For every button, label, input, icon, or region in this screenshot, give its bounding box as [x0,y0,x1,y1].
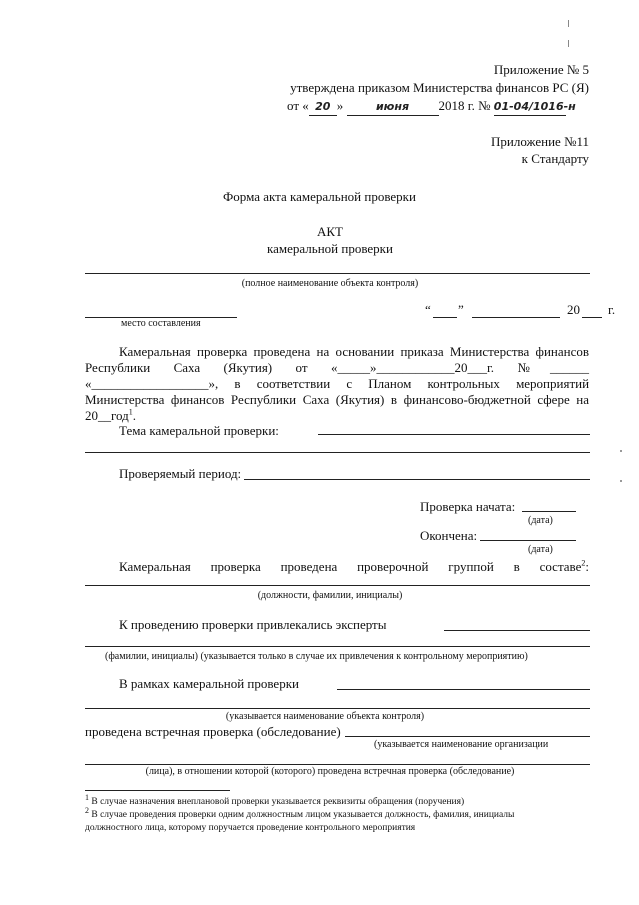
paragraph-line-2: Республики Саха (Якутия) от «_____»____________20___г. №______ [85,360,589,375]
handwritten-month: июня [347,99,439,116]
place-caption: место составления [121,318,201,329]
object-name-line [85,273,590,274]
org-line [85,764,590,765]
appendix-5-approved: утверждена приказом Министерства финансов РС (Я) [290,80,589,95]
act-subtitle: камеральной проверки [267,241,393,256]
footnote-ref-1: 1 [128,407,133,417]
experts-line-2 [85,646,590,647]
appendix-5-title: Приложение № 5 [493,62,589,77]
paragraph-line-1: Камеральная проверка проведена на основании приказа Министерства финансов [119,344,590,359]
appendix-11-sub: к Стандарту [521,151,589,166]
date-year: 20 [567,302,580,317]
ended-label: Окончена: [420,528,478,543]
scan-dot [620,480,622,482]
paragraph-line-3: «__________________», в соответствии с Планом контрольных мероприятий [85,376,590,391]
date-open-quote: “ [425,302,431,317]
counter-line [345,736,590,737]
group-line: Камеральная проверка проведена проверочной группой в составе$^2$: [119,558,590,574]
experts-label: К проведению проверки привлекались эксперты [119,617,387,632]
paragraph-line-4: Министерства финансов Республики Саха (Якутия) в финансово-бюджетной сфере на [85,392,590,407]
group-members-line [85,585,590,586]
object-caption: (полное наименование объекта контроля) [241,278,419,289]
experts-line [444,630,590,631]
topic-line-2 [85,452,590,453]
within-label: В рамках камеральной проверки [119,676,299,691]
footnote-1: $^1$ В случае назначения внеплановой проверки указывается реквизиты обращения (поручения) [85,792,465,807]
footnote-2: $^2$ В случае проведения проверки одним должностным лицом указывается должность, фамилия, инициалы [85,805,515,820]
topic-label: Тема камеральной проверки: [119,423,279,438]
topic-line [318,434,590,435]
started-date-caption: (дата) [528,515,553,526]
group-word-proverka: проверка [210,559,261,574]
date-close-quote: ” [458,302,464,317]
scan-mark [568,40,569,47]
handwritten-number: 01-04/1016-н [494,99,566,116]
ended-line [480,540,576,541]
date-year-line [582,317,602,318]
counter-label: проведена встречная проверка (обследование) [85,724,341,739]
started-label: Проверка начата: [420,499,516,514]
date-g: г. [608,302,616,317]
form-title: Форма акта камеральной проверки [223,189,416,204]
scan-dot [620,450,622,452]
within-line [337,689,590,690]
footnote-ref-2: 2 [581,558,586,568]
persons-caption: (лица), в отношении которой (которого) проведена встречная проверка (обследование) [145,766,515,777]
appendix-5-date-line: от « 20 » июня 2018 г. № 01-04/1016-н [287,98,566,116]
scan-mark [568,20,569,27]
ended-date-caption: (дата) [528,544,553,555]
handwritten-day: 20 [309,99,337,116]
within-object-line [85,708,590,709]
date-day-line [433,317,457,318]
appendix-11-title: Приложение №11 [491,134,589,149]
footnote-2-continued: должностного лица, которому поручается проведение контрольного мероприятия [85,823,416,833]
within-caption: (указывается наименование объекта контроля) [225,711,425,722]
group-caption: (должности, фамилии, инициалы) [257,590,403,601]
date-month-line [472,317,560,318]
experts-caption: (фамилии, инициалы) (указывается только в случае их привлечения к контрольному мероприятию) [105,651,528,662]
period-label: Проверяемый период: [119,466,242,481]
org-caption: (указывается наименование организации [374,739,549,750]
footnote-separator [85,790,230,791]
started-line [522,511,576,512]
act-title: АКТ [317,224,343,239]
paragraph-line-5: 20__год$^1$. [85,407,136,423]
period-line [244,479,590,480]
